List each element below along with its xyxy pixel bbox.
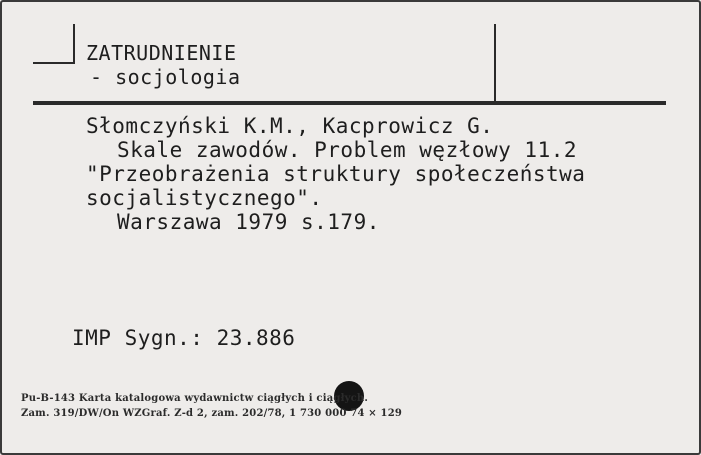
header-divider <box>33 101 666 105</box>
entry-authors: Słomczyński K.M., Kacprowicz G. <box>86 114 494 138</box>
call-number: IMP Sygn.: 23.886 <box>72 326 296 350</box>
header-short-rule <box>33 62 75 64</box>
header-vertical-rule-left <box>73 24 75 64</box>
entry-title-line3: socjalistycznego". <box>86 186 323 210</box>
entry-title-line1: Skale zawodów. Problem węzłowy 11.2 <box>117 138 578 162</box>
footer-line2: Zam. 319/DW/On WZGraf. Z-d 2, zam. 202/78, 1 730 000 74 × 129 <box>21 408 403 419</box>
entry-title-line2: "Przeobrażenia struktury społeczeństwa <box>86 162 586 186</box>
header-vertical-rule-right <box>494 24 496 102</box>
footer-line1: Pu-B-143 Karta katalogowa wydawnictw ciągłych i ciągłych. <box>21 393 369 404</box>
subject-heading: ZATRUDNIENIE <box>86 41 237 65</box>
subject-subheading: - socjologia <box>90 65 241 89</box>
entry-imprint: Warszawa 1979 s.179. <box>117 210 380 234</box>
